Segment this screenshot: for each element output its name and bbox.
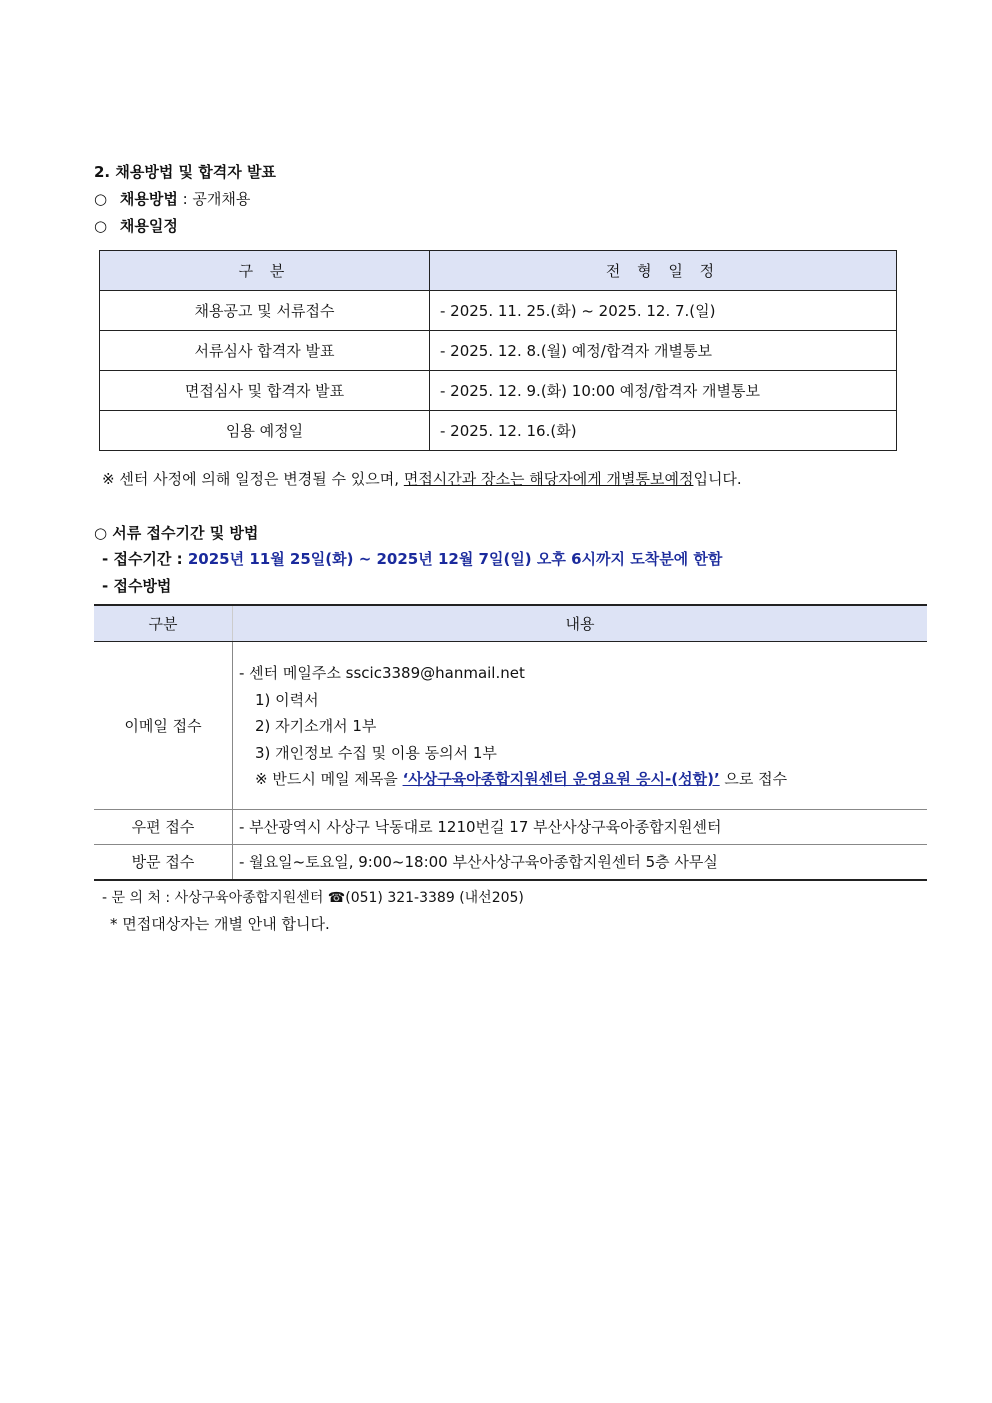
table-row	[100, 331, 897, 371]
period-value: 2025년 11월 25일(화) ~ 2025년 12월 7일(일) 오후 6시까지 도착분에 한함	[187, 550, 723, 568]
table-header-row	[94, 605, 927, 642]
visit-label: 방문 접수	[94, 844, 233, 880]
row-label: 채용공고 및 서류접수	[100, 291, 430, 331]
schedule-table	[99, 250, 897, 451]
row-label: 임용 예정일	[100, 411, 430, 451]
schedule-note	[102, 468, 742, 490]
note-suffix: 입니다.	[693, 470, 742, 488]
note-prefix: ※ 센터 사정에 의해 일정은 변경될 수 있으며,	[102, 470, 404, 488]
visit-value: - 월요일~토요일, 9:00~18:00 부산사상구육아종합지원센터 5층 사무실	[233, 844, 928, 880]
table-row	[94, 809, 927, 844]
table-header-row	[100, 251, 897, 291]
contact-line: - 문 의 처 : 사상구육아종합지원센터 ☎(051) 321-3389 (내선205)	[102, 890, 524, 906]
note-underlined: 면접시간과 장소는 해당자에게 개별통보예정	[403, 470, 694, 488]
header-category: 구 분	[100, 251, 430, 291]
recruit-method-value: : 공개채용	[177, 190, 251, 208]
receipt-table	[94, 604, 927, 881]
row-value: - 2025. 12. 8.(월) 예정/합격자 개별통보	[430, 331, 897, 371]
header-schedule: 전 형 일 정	[430, 251, 897, 291]
row-label: 서류심사 합격자 발표	[100, 331, 430, 371]
email-subject-note	[239, 766, 927, 793]
section-title: 2. 채용방법 및 합격자 발표	[94, 163, 276, 181]
note-prefix: ※ 반드시 메일 제목을	[255, 770, 403, 788]
receipt-title: ○ 서류 접수기간 및 방법	[94, 524, 259, 542]
schedule-label: 채용일정	[119, 217, 178, 235]
email-address-line: - 센터 메일주소 sscic3389@hanmail.net	[239, 664, 525, 682]
list-item: 2) 자기소개서 1부	[255, 717, 377, 735]
table-row	[100, 371, 897, 411]
receipt-period	[102, 548, 722, 570]
row-value: - 2025. 11. 25.(화) ~ 2025. 12. 7.(일)	[430, 291, 897, 331]
email-label: 이메일 접수	[94, 642, 233, 810]
schedule-heading	[94, 215, 178, 237]
table-row	[100, 411, 897, 451]
header-content: 내용	[233, 605, 928, 642]
row-label: 면접심사 및 합격자 발표	[100, 371, 430, 411]
post-label: 우편 접수	[94, 809, 233, 844]
row-value: - 2025. 12. 16.(화)	[430, 411, 897, 451]
table-row	[94, 844, 927, 880]
circle-bullet-icon: ○	[94, 190, 108, 208]
list-item: 3) 개인정보 수집 및 이용 동의서 1부	[255, 743, 497, 762]
post-value: - 부산광역시 사상구 낙동대로 1210번길 17 부산사상구육아종합지원센터	[233, 809, 928, 844]
circle-bullet-icon: ○	[94, 217, 108, 235]
table-row	[100, 291, 897, 331]
email-subject-format: ‘사상구육아종합지원센터 운영요원 응시-(성함)’	[402, 770, 720, 788]
recruit-method-label: 채용방법	[119, 190, 178, 208]
period-label: - 접수기간 :	[102, 550, 188, 568]
row-value: - 2025. 12. 9.(화) 10:00 예정/합격자 개별통보	[430, 371, 897, 411]
interview-note: * 면접대상자는 개별 안내 합니다.	[110, 915, 330, 933]
recruit-method-line	[94, 188, 250, 210]
email-content	[233, 642, 928, 810]
table-row	[94, 642, 927, 810]
header-category: 구분	[94, 605, 233, 642]
note-suffix: 으로 접수	[719, 770, 788, 788]
list-item: 1) 이력서	[255, 690, 319, 709]
receipt-method-label: - 접수방법	[102, 577, 172, 595]
